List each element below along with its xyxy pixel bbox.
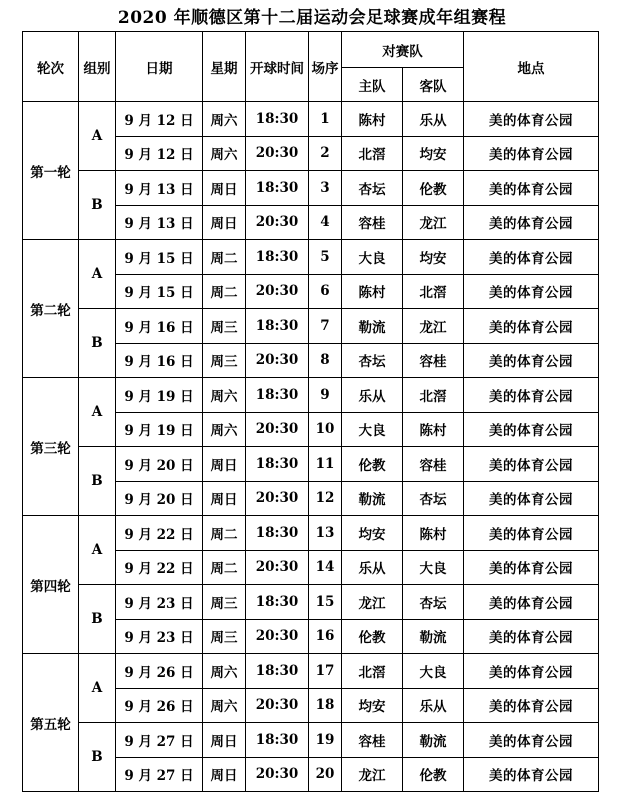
- match-venue: 美的体育公园: [464, 585, 599, 620]
- match-venue: 美的体育公园: [464, 102, 599, 137]
- match-weekday: 周六: [203, 688, 246, 723]
- away-team: 龙江: [403, 205, 464, 240]
- match-number: 9: [309, 378, 342, 413]
- match-time: 20:30: [246, 274, 309, 309]
- header-away: 客队: [403, 68, 464, 102]
- match-date: 9 月 12 日: [116, 102, 203, 137]
- home-team: 陈村: [342, 102, 403, 137]
- match-venue: 美的体育公园: [464, 136, 599, 171]
- match-time: 18:30: [246, 447, 309, 482]
- match-date: 9 月 15 日: [116, 240, 203, 275]
- match-date: 9 月 26 日: [116, 654, 203, 689]
- group-cell: A: [79, 102, 116, 171]
- match-weekday: 周二: [203, 274, 246, 309]
- match-date: 9 月 22 日: [116, 550, 203, 585]
- group-cell: A: [79, 516, 116, 585]
- table-row: [23, 171, 599, 206]
- match-weekday: 周六: [203, 136, 246, 171]
- header-round: 轮次: [23, 32, 79, 102]
- match-date: 9 月 27 日: [116, 723, 203, 758]
- match-number: 19: [309, 723, 342, 758]
- round-cell: 第五轮: [23, 654, 79, 792]
- match-date: 9 月 22 日: [116, 516, 203, 551]
- schedule-body: [23, 102, 599, 792]
- match-number: 7: [309, 309, 342, 344]
- home-team: 勒流: [342, 309, 403, 344]
- home-team: 大良: [342, 412, 403, 447]
- table-row: [23, 378, 599, 413]
- match-venue: 美的体育公园: [464, 412, 599, 447]
- away-team: 容桂: [403, 343, 464, 378]
- home-team: 均安: [342, 688, 403, 723]
- header-group: 组别: [79, 32, 116, 102]
- match-time: 18:30: [246, 171, 309, 206]
- header-kickoff: 开球时间: [246, 32, 309, 102]
- table-row: [23, 516, 599, 551]
- header-teams: 对赛队: [342, 32, 464, 68]
- away-team: 均安: [403, 240, 464, 275]
- match-weekday: 周六: [203, 412, 246, 447]
- match-weekday: 周日: [203, 205, 246, 240]
- match-venue: 美的体育公园: [464, 378, 599, 413]
- match-time: 18:30: [246, 585, 309, 620]
- match-weekday: 周二: [203, 516, 246, 551]
- match-number: 4: [309, 205, 342, 240]
- home-team: 杏坛: [342, 343, 403, 378]
- match-weekday: 周日: [203, 481, 246, 516]
- group-cell: A: [79, 378, 116, 447]
- match-date: 9 月 13 日: [116, 171, 203, 206]
- match-date: 9 月 23 日: [116, 619, 203, 654]
- away-team: 北滘: [403, 274, 464, 309]
- match-weekday: 周二: [203, 240, 246, 275]
- round-cell: 第一轮: [23, 102, 79, 240]
- group-cell: A: [79, 654, 116, 723]
- home-team: 杏坛: [342, 171, 403, 206]
- home-team: 伦教: [342, 619, 403, 654]
- match-venue: 美的体育公园: [464, 516, 599, 551]
- away-team: 杏坛: [403, 481, 464, 516]
- match-number: 20: [309, 757, 342, 792]
- match-date: 9 月 15 日: [116, 274, 203, 309]
- away-team: 容桂: [403, 447, 464, 482]
- match-weekday: 周日: [203, 723, 246, 758]
- header-weekday: 星期: [203, 32, 246, 102]
- match-number: 12: [309, 481, 342, 516]
- table-row: [23, 654, 599, 689]
- group-cell: B: [79, 585, 116, 654]
- home-team: 龙江: [342, 585, 403, 620]
- away-team: 杏坛: [403, 585, 464, 620]
- round-cell: 第二轮: [23, 240, 79, 378]
- group-cell: A: [79, 240, 116, 309]
- away-team: 大良: [403, 550, 464, 585]
- away-team: 伦教: [403, 171, 464, 206]
- away-team: 勒流: [403, 723, 464, 758]
- match-time: 20:30: [246, 619, 309, 654]
- home-team: 乐从: [342, 378, 403, 413]
- match-number: 2: [309, 136, 342, 171]
- match-number: 13: [309, 516, 342, 551]
- match-weekday: 周日: [203, 171, 246, 206]
- match-number: 3: [309, 171, 342, 206]
- home-team: 北滘: [342, 136, 403, 171]
- match-venue: 美的体育公园: [464, 481, 599, 516]
- match-weekday: 周三: [203, 585, 246, 620]
- match-number: 16: [309, 619, 342, 654]
- home-team: 龙江: [342, 757, 403, 792]
- match-weekday: 周六: [203, 102, 246, 137]
- match-time: 18:30: [246, 723, 309, 758]
- match-time: 20:30: [246, 136, 309, 171]
- group-cell: B: [79, 171, 116, 240]
- match-date: 9 月 19 日: [116, 412, 203, 447]
- away-team: 龙江: [403, 309, 464, 344]
- away-team: 勒流: [403, 619, 464, 654]
- match-date: 9 月 13 日: [116, 205, 203, 240]
- match-date: 9 月 23 日: [116, 585, 203, 620]
- match-number: 5: [309, 240, 342, 275]
- match-number: 14: [309, 550, 342, 585]
- match-date: 9 月 19 日: [116, 378, 203, 413]
- header-home: 主队: [342, 68, 403, 102]
- match-date: 9 月 16 日: [116, 309, 203, 344]
- match-venue: 美的体育公园: [464, 205, 599, 240]
- round-cell: 第三轮: [23, 378, 79, 516]
- home-team: 勒流: [342, 481, 403, 516]
- table-row: [23, 447, 599, 482]
- match-venue: 美的体育公园: [464, 171, 599, 206]
- match-number: 1: [309, 102, 342, 137]
- match-venue: 美的体育公园: [464, 447, 599, 482]
- match-number: 6: [309, 274, 342, 309]
- match-date: 9 月 27 日: [116, 757, 203, 792]
- home-team: 北滘: [342, 654, 403, 689]
- match-venue: 美的体育公园: [464, 343, 599, 378]
- match-venue: 美的体育公园: [464, 757, 599, 792]
- match-venue: 美的体育公园: [464, 723, 599, 758]
- away-team: 伦教: [403, 757, 464, 792]
- match-number: 18: [309, 688, 342, 723]
- match-date: 9 月 20 日: [116, 447, 203, 482]
- schedule-table: [22, 31, 599, 792]
- match-time: 20:30: [246, 205, 309, 240]
- group-cell: B: [79, 723, 116, 792]
- match-number: 15: [309, 585, 342, 620]
- match-number: 10: [309, 412, 342, 447]
- table-row: [23, 240, 599, 275]
- match-number: 8: [309, 343, 342, 378]
- match-time: 20:30: [246, 343, 309, 378]
- away-team: 均安: [403, 136, 464, 171]
- header-venue: 地点: [464, 32, 599, 102]
- match-weekday: 周日: [203, 757, 246, 792]
- match-time: 20:30: [246, 688, 309, 723]
- match-venue: 美的体育公园: [464, 654, 599, 689]
- match-date: 9 月 20 日: [116, 481, 203, 516]
- match-weekday: 周六: [203, 378, 246, 413]
- match-venue: 美的体育公园: [464, 688, 599, 723]
- match-weekday: 周日: [203, 447, 246, 482]
- away-team: 北滘: [403, 378, 464, 413]
- away-team: 大良: [403, 654, 464, 689]
- match-weekday: 周三: [203, 619, 246, 654]
- home-team: 乐从: [342, 550, 403, 585]
- match-time: 18:30: [246, 240, 309, 275]
- match-weekday: 周二: [203, 550, 246, 585]
- match-weekday: 周六: [203, 654, 246, 689]
- away-team: 乐从: [403, 102, 464, 137]
- match-time: 20:30: [246, 550, 309, 585]
- match-venue: 美的体育公园: [464, 619, 599, 654]
- home-team: 容桂: [342, 205, 403, 240]
- round-cell: 第四轮: [23, 516, 79, 654]
- home-team: 均安: [342, 516, 403, 551]
- match-time: 18:30: [246, 654, 309, 689]
- match-venue: 美的体育公园: [464, 309, 599, 344]
- away-team: 陈村: [403, 412, 464, 447]
- match-time: 20:30: [246, 412, 309, 447]
- away-team: 陈村: [403, 516, 464, 551]
- table-row: [23, 309, 599, 344]
- match-time: 18:30: [246, 378, 309, 413]
- home-team: 伦教: [342, 447, 403, 482]
- match-time: 20:30: [246, 481, 309, 516]
- table-row: [23, 723, 599, 758]
- match-number: 17: [309, 654, 342, 689]
- match-time: 20:30: [246, 757, 309, 792]
- match-venue: 美的体育公园: [464, 550, 599, 585]
- group-cell: B: [79, 447, 116, 516]
- match-time: 18:30: [246, 516, 309, 551]
- page-title: 2020 年顺德区第十二届运动会足球赛成年组赛程: [117, 8, 507, 28]
- away-team: 乐从: [403, 688, 464, 723]
- match-time: 18:30: [246, 309, 309, 344]
- match-venue: 美的体育公园: [464, 274, 599, 309]
- home-team: 大良: [342, 240, 403, 275]
- table-row: [23, 102, 599, 137]
- match-date: 9 月 16 日: [116, 343, 203, 378]
- match-weekday: 周三: [203, 343, 246, 378]
- header-date: 日期: [116, 32, 203, 102]
- home-team: 陈村: [342, 274, 403, 309]
- match-number: 11: [309, 447, 342, 482]
- table-row: [23, 585, 599, 620]
- match-date: 9 月 12 日: [116, 136, 203, 171]
- group-cell: B: [79, 309, 116, 378]
- match-venue: 美的体育公园: [464, 240, 599, 275]
- match-time: 18:30: [246, 102, 309, 137]
- match-date: 9 月 26 日: [116, 688, 203, 723]
- match-weekday: 周三: [203, 309, 246, 344]
- header-match-no: 场序: [309, 32, 342, 102]
- home-team: 容桂: [342, 723, 403, 758]
